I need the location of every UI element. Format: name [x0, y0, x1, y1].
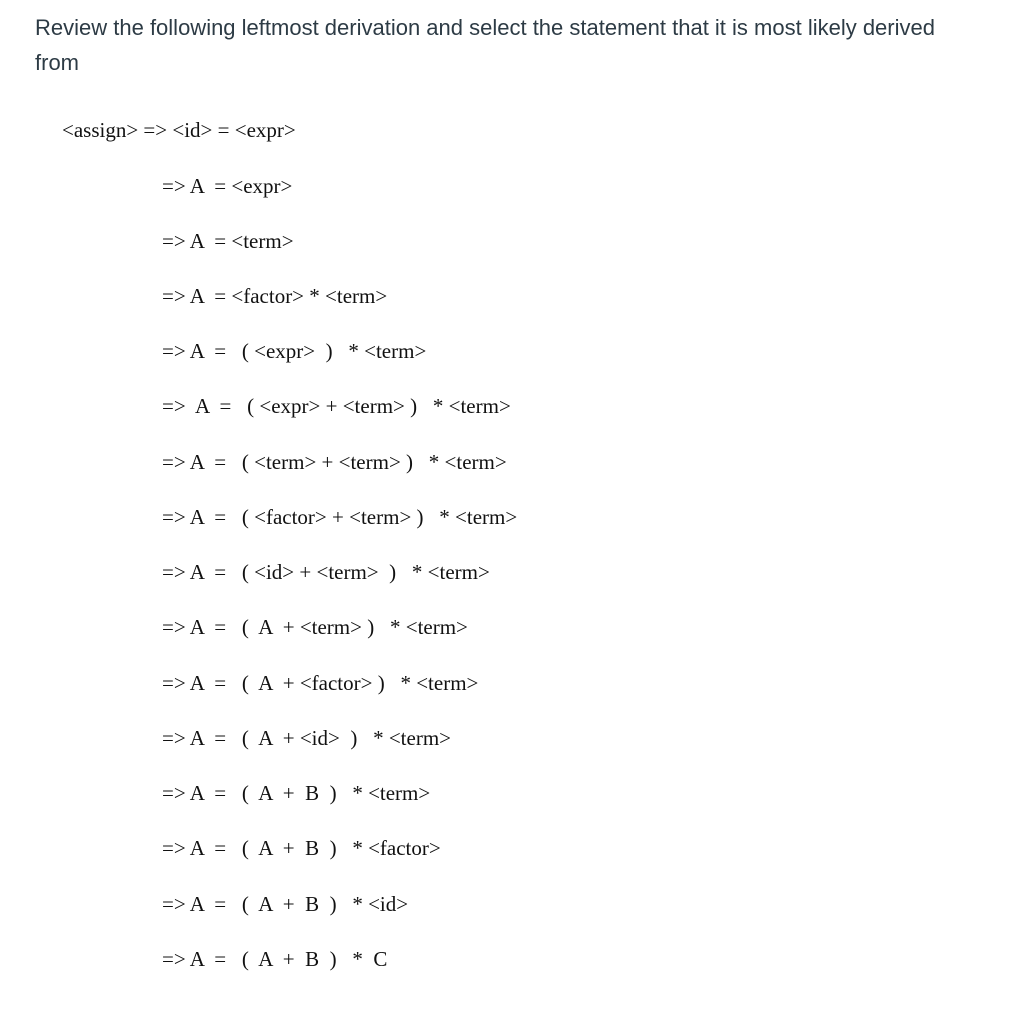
derivation-step: => A = ( A + <term> ) * <term> — [162, 615, 468, 639]
derivation-step: => A = ( A + <id> ) * <term> — [162, 726, 451, 750]
derivation-step: => A = ( A + B ) * <term> — [162, 781, 431, 805]
question-text: Review the following leftmost derivation and select the statement that it is most likely derived from — [35, 15, 935, 75]
derivation-step: => A = ( A + B ) * <id> — [162, 892, 409, 916]
derivation-step: => A = ( A + <factor> ) * <term> — [162, 671, 479, 695]
derivation-step: => A = ( <term> + <term> ) * <term> — [162, 450, 507, 474]
derivation-step: => A = ( <expr> ) * <term> — [162, 339, 427, 363]
derivation-step: => A = <term> — [162, 229, 294, 253]
derivation-step: => A = <expr> — [162, 174, 293, 198]
derivation-step: => A = <factor> * <term> — [162, 284, 388, 308]
derivation-step: => A = ( <id> + <term> ) * <term> — [162, 560, 490, 584]
derivation-step: => A = ( A + B ) * C — [162, 947, 388, 971]
derivation-step: => A = ( <expr> + <term> ) * <term> — [162, 394, 511, 418]
derivation-step: => A = ( <factor> + <term> ) * <term> — [162, 505, 518, 529]
derivation-step: <assign> => <id> = <expr> — [62, 118, 296, 142]
derivation-step: => A = ( A + B ) * <factor> — [162, 836, 441, 860]
